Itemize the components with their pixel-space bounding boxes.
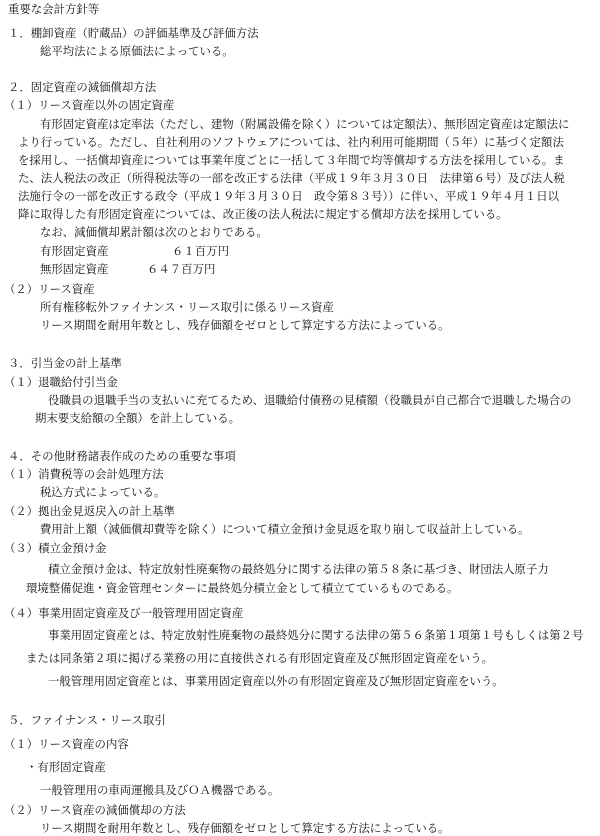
- section-heading: １．棚卸資産（貯蔵品）の評価基準及び評価方法: [8, 26, 259, 40]
- amount-label: 有形固定資産: [40, 244, 109, 258]
- amount-value: ６４７百万円: [147, 262, 216, 276]
- subsection-heading: （３）積立金預け金: [4, 541, 107, 555]
- subsection-heading: （４）事業用固定資産及び一般管理用固定資産: [4, 606, 244, 620]
- section-heading: ４．その他財務諸表作成のための重要な事項: [8, 449, 236, 463]
- paragraph-line: 所有権移転外ファイナンス・リース取引に係るリース資産: [40, 300, 334, 314]
- subsection-heading: （１）リース資産の内容: [4, 737, 129, 751]
- paragraph-line: なお、減価償却累計額は次のとおりである。: [40, 225, 268, 239]
- subsection-heading: （２）リース資産の減価償却の方法: [4, 803, 186, 817]
- paragraph-line: 総平均法による原価法によっている。: [40, 44, 234, 58]
- paragraph-line: 事業用固定資産とは、特定放射性廃棄物の最終処分に関する法律の第５６条第１項第１号もしくは第２号: [48, 628, 584, 642]
- subsection-heading: （２）リース資産: [4, 282, 95, 296]
- paragraph-line: 降に取得した有形固定資産については、改正後の法人税法に規定する償却方法を採用している。: [18, 207, 508, 221]
- amount-value: ６１百万円: [172, 244, 229, 258]
- paragraph-line: を採用し、一括償却資産については事業年度ごとに一括して３年間で均等償却する方法を採用している。ま: [18, 153, 565, 167]
- section-heading: ５．ファイナンス・リース取引: [8, 713, 166, 727]
- paragraph-line: 役職員の退職手当の支払いに充てるため、退職給付債務の見積額（役職員が自己都合で退職した場合の: [48, 393, 572, 407]
- paragraph-line: た、法人税法の改正（所得税法等の一部を改正する法律（平成１９年３月３０日 法律第６号）及び法人税: [18, 171, 565, 185]
- page-title: 重要な会計方針等: [8, 2, 100, 16]
- paragraph-line: ・有形固定資産: [26, 760, 106, 774]
- section-heading: ２．固定資産の減価償却方法: [8, 80, 157, 94]
- section-heading: ３．引当金の計上基準: [8, 356, 122, 370]
- paragraph-line: 一般管理用の車両運搬具及びＯＡ機器である。: [40, 783, 280, 797]
- subsection-heading: （２）拠出金見返戻入の計上基準: [4, 504, 175, 518]
- subsection-heading: （１）消費税等の会計処理方法: [4, 467, 164, 481]
- paragraph-line: 費用計上額（減価償却費等を除く）について積立金預け金見返を取り崩して収益計上している。: [40, 522, 530, 536]
- subsection-heading: （１）リース資産以外の固定資産: [4, 98, 175, 112]
- paragraph-line: 有形固定資産は定率法（ただし、建物（附属設備を除く）については定額法）、無形固定資産は定額法に: [40, 117, 570, 131]
- paragraph-line: 法施行令の一部を改正する政令（平成１９年３月３０日 政令第８３号））に伴い、平成１９年４月１日以: [18, 189, 560, 203]
- paragraph-line: 一般管理用固定資産とは、事業用固定資産以外の有形固定資産及び無形固定資産をいう。: [48, 674, 504, 688]
- paragraph-line: リース期間を耐用年数とし、残存価額をゼロとして算定する方法によっている。: [40, 318, 450, 332]
- paragraph-line: または同条第２項に掲げる業務の用に直接供される有形固定資産及び無形固定資産をいう。: [26, 651, 494, 665]
- paragraph-line: 期末要支給額の全額）を計上している。: [35, 411, 241, 425]
- paragraph-line: より行っている。ただし、自社利用のソフトウェアについては、社内利用可能期間（５年）に基づく定額法: [18, 135, 564, 149]
- paragraph-line: リース期間を耐用年数とし、残存価額をゼロとして算定する方法によっている。: [40, 821, 450, 835]
- paragraph-line: 環境整備促進・資金管理センターに最終処分積立金として積立てているものである。: [26, 581, 459, 595]
- paragraph-line: 積立金預け金は、特定放射性廃棄物の最終処分に関する法律の第５８条に基づき、財団法人原子力: [48, 562, 549, 576]
- paragraph-line: 税込方式によっている。: [40, 485, 166, 499]
- amount-label: 無形固定資産: [40, 262, 109, 276]
- subsection-heading: （１）退職給付引当金: [4, 375, 118, 389]
